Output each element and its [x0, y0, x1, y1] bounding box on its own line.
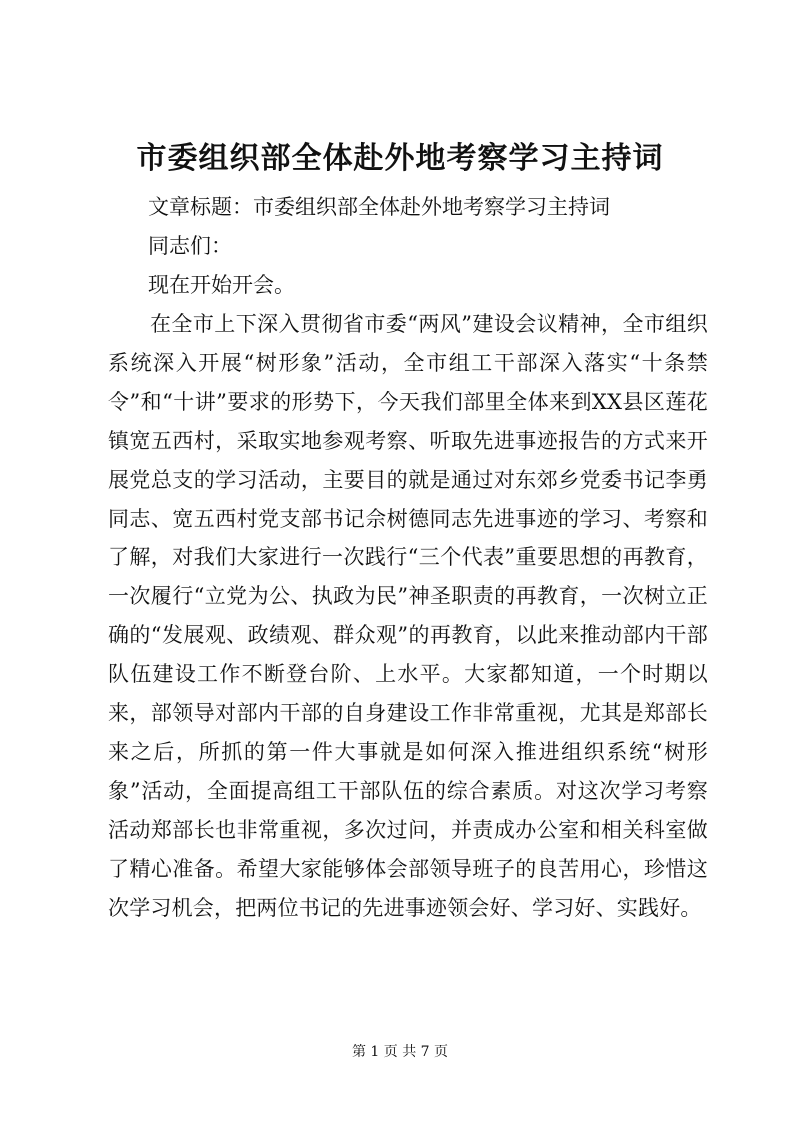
document-title: 市委组织部全体赴外地考察学习主持词	[136, 141, 664, 176]
page-indicator: 第 1 页 共 7 页	[351, 1044, 449, 1060]
article-title-line: 文章标题：市委组织部全体赴外地考察学习主持词	[148, 195, 610, 219]
salutation: 同志们：	[148, 234, 232, 258]
body-paragraph: 在全市上下深入贯彻省市委“两风”建设会议精神，全市组织系统深入开展“树形象”活动，全市组工干部深入落实“十条禁令”和“十讲”要求的形势下，今天我们部里全体来到XX县区莲花镇宽五西村，采取实地参观考察、听取先进事迹报告的方式来开展党总支的学习活动，主要目的就是通过对东郊乡党委书记李勇同志、宽五西村党支部书记佘树德同志先进事迹的学习、考察和了解，对我们大家进行一次践行“三个代表”重要思想的再教育，一次履行“立党为公、执政为民”神圣职责的再教育，一次树立正确的“发展观、政绩观、群众观”的再教育，以此来推动部内干部队伍建设工作不断登台阶、上水平。大家都知道，一个时期以来，部领导对部内干部的自身建设工作非常重视，尤其是郑部长来之后，所抓的第一件大事就是如何深入推进组织系统“树形象”活动，全面提高组工干部队伍的综合素质。对这次学习考察活动郑部长也非常重视，多次过问，并责成办公室和相关科室做了精心准备。希望大家能够体会部领导班子的良苦用心，珍惜这次学习机会，把两位书记的先进事迹领会好、学习好、实践好。	[108, 312, 708, 920]
opening-line: 现在开始开会。	[148, 273, 295, 297]
